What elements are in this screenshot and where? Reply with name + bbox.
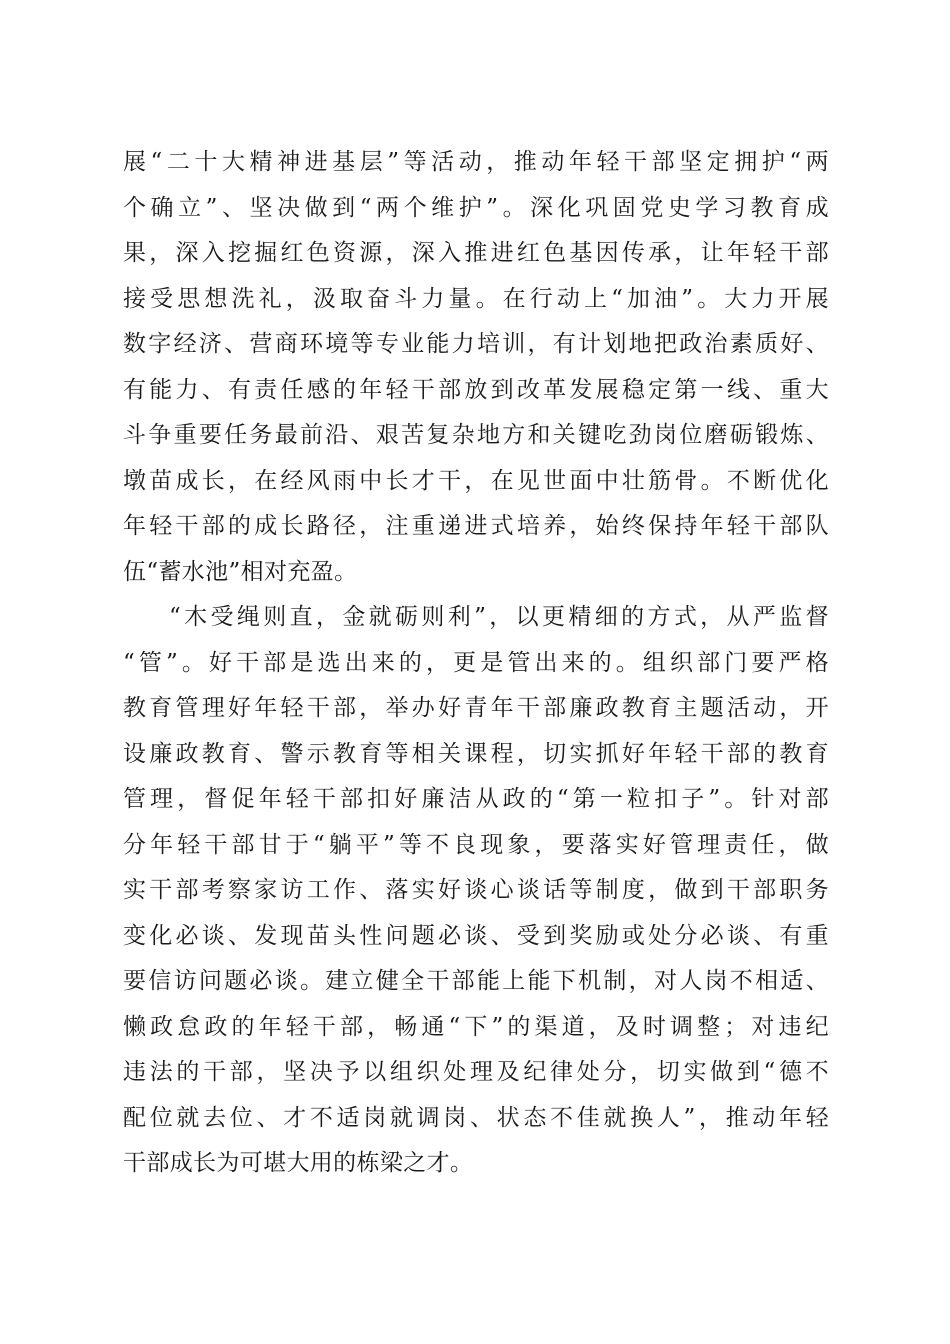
text-line: 伍“蓄水池”相对充盈。 xyxy=(123,558,358,585)
text-line: “管”。好干部是选出来的，更是管出来的。组织部门要严格 xyxy=(123,649,829,676)
paragraph-2 xyxy=(123,595,829,1187)
text-line: 数字经济、营商环境等专业能力培训，有计划地把政治素质好、 xyxy=(123,331,829,357)
text-line: 要信访问题必谈。建立健全干部能上能下机制，对人岗不相适、 xyxy=(123,968,829,994)
text-line: 懒政怠政的年轻干部，畅通“下”的渠道，及时调整；对违纪 xyxy=(123,1013,829,1040)
text-line: 年轻干部的成长路径，注重递进式培养，始终保持年轻干部队 xyxy=(123,513,829,539)
text-line: 果，深入挖掘红色资源，深入推进红色基因传承，让年轻干部 xyxy=(123,240,829,266)
text-line: 配位就去位、才不适岗就调岗、状态不佳就换人”，推动年轻 xyxy=(123,1104,829,1131)
text-line: 斗争重要任务最前沿、艰苦复杂地方和关键吃劲岗位磨砺锻炼、 xyxy=(123,422,829,448)
text-line: 教育管理好年轻干部，举办好青年干部廉政教育主题活动，开 xyxy=(123,695,829,721)
text-line: 变化必谈、发现苗头性问题必谈、受到奖励或处分必谈、有重 xyxy=(123,922,829,949)
text-line: 个确立”、坚决做到“两个维护”。深化巩固党史学习教育成 xyxy=(123,194,829,221)
text-line: 设廉政教育、警示教育等相关课程，切实抓好年轻干部的教育 xyxy=(123,740,829,767)
document-body xyxy=(123,140,829,1187)
text-line: 干部成长为可堪大用的栋梁之才。 xyxy=(123,1150,474,1176)
text-line: 实干部考察家访工作、落实好谈心谈话等制度，做到干部职务 xyxy=(123,877,829,903)
paragraph-1 xyxy=(123,140,829,595)
text-line: 管理，督促年轻干部扣好廉洁从政的“第一粒扣子”。针对部 xyxy=(123,786,829,812)
text-line: 有能力、有责任感的年轻干部放到改革发展稳定第一线、重大 xyxy=(123,376,829,403)
text-line: 墩苗成长，在经风雨中长才干，在见世面中壮筋骨。不断优化 xyxy=(123,467,829,494)
text-line: 接受思想洗礼，汲取奋斗力量。在行动上“加油”。大力开展 xyxy=(123,285,829,312)
text-line: 分年轻干部甘于“躺平”等不良现象，要落实好管理责任，做 xyxy=(123,831,829,858)
text-line: 展“二十大精神进基层”等活动，推动年轻干部坚定拥护“两 xyxy=(123,149,829,175)
text-line: “木受绳则直，金就砺则利”，以更精细的方式，从严监督 xyxy=(169,604,829,630)
text-line: 违法的干部，坚决予以组织处理及纪律处分，切实做到“德不 xyxy=(123,1059,829,1085)
